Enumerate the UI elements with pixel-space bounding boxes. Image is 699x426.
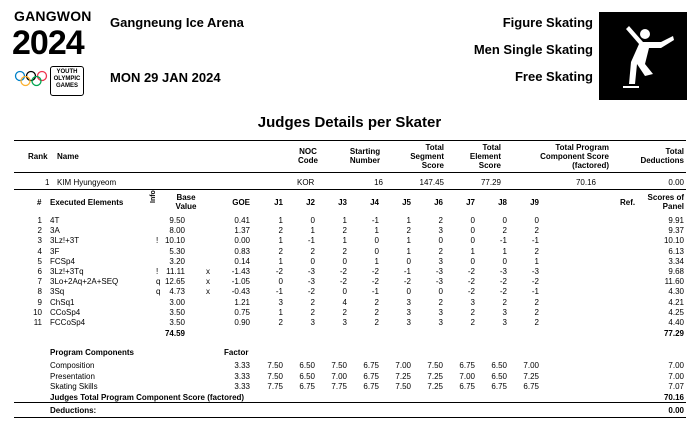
component-judge-score: 7.25 [427, 371, 443, 381]
element-judge-score: -2 [339, 267, 347, 276]
element-num: 4 [37, 246, 42, 256]
element-judge-score: -1 [371, 287, 379, 297]
element-judge-score: 2 [470, 318, 475, 327]
element-judge-score: 2 [310, 307, 315, 317]
element-code: 3Lz!+3Tq [50, 267, 84, 276]
col-tes [470, 143, 501, 170]
element-judge-score: 2 [502, 226, 507, 236]
element-judge-score: -3 [499, 267, 507, 276]
element-base-value: 3.50 [169, 307, 185, 317]
component-judge-score: 7.50 [267, 371, 283, 381]
badge-line: YOUTH [56, 69, 78, 75]
element-base-value: 5.30 [169, 246, 185, 256]
element-judge-score: 0 [310, 216, 315, 225]
element-judge-score: 2 [438, 216, 443, 225]
element-base-value: 10.10 [164, 236, 185, 246]
element-judge-score: 0 [406, 256, 411, 266]
element-code: ChSq1 [50, 297, 75, 307]
element-num: 9 [37, 297, 42, 307]
element-judge-score: 2 [534, 307, 539, 317]
element-judge-score: 2 [278, 246, 283, 256]
element-goe: 1.21 [234, 297, 250, 307]
element-judge-score: 1 [342, 236, 347, 246]
component-judge-score: 7.25 [395, 371, 411, 381]
component-judge-score: 7.75 [267, 382, 283, 391]
element-judge-score: 3 [406, 307, 411, 317]
element-judge-score: 1 [502, 246, 507, 256]
element-base-value: 3.20 [169, 256, 185, 266]
col-pcs-line: (factored) [572, 161, 609, 170]
badge-line: GAMES [55, 83, 78, 89]
element-panel-score: 11.60 [664, 277, 684, 287]
col-tes-line: Total [482, 143, 501, 152]
element-code: 4T [50, 216, 60, 225]
element-judge-score: 2 [534, 318, 539, 327]
element-goe: -1.05 [231, 277, 250, 287]
col-ded-line: Total [665, 147, 684, 156]
skater-pcs: 70.16 [575, 178, 596, 187]
element-judge-score: 2 [342, 307, 347, 317]
judge-header: J3 [338, 198, 347, 207]
element-code: 3Lo+2Aq+2A+SEQ [50, 277, 119, 287]
event: Men Single Skating [473, 42, 593, 57]
element-judge-score: -1 [371, 216, 379, 225]
element-judge-score: -2 [403, 277, 411, 287]
col-noc-line: Code [298, 156, 318, 165]
component-judge-score: 6.75 [459, 361, 475, 370]
element-judge-score: 3 [342, 318, 347, 327]
element-judge-score: 3 [438, 307, 443, 317]
component-factor: 3.33 [234, 361, 250, 370]
element-judge-score: -2 [531, 277, 539, 287]
component-judge-score: 7.00 [459, 371, 475, 381]
element-judge-score: 2 [342, 246, 347, 256]
component-judge-score: 7.50 [427, 361, 443, 370]
component-name: Skating Skills [50, 382, 98, 391]
judge-header: J5 [402, 198, 411, 207]
component-judge-score: 7.00 [523, 361, 539, 370]
element-code: FCCoSp4 [50, 318, 86, 327]
col-num: # [37, 198, 42, 207]
col-tes-line: Score [478, 161, 501, 170]
component-judge-score: 6.50 [491, 361, 507, 370]
col-panel-line: Scores of [647, 193, 684, 202]
skater-tss: 147.45 [419, 178, 444, 187]
element-judge-score: 2 [310, 246, 315, 256]
divider [14, 140, 686, 141]
col-panel-line: Panel [662, 202, 684, 211]
element-judge-score: 0 [406, 287, 411, 297]
component-judge-score: 7.00 [395, 361, 411, 370]
element-judge-score: 1 [406, 216, 411, 225]
element-judge-score: 2 [374, 297, 379, 307]
element-judge-score: 2 [406, 226, 411, 236]
element-judge-score: 0 [374, 246, 379, 256]
element-judge-score: 3 [406, 297, 411, 307]
deductions-value: 0.00 [668, 406, 684, 415]
col-starting-line: Number [349, 156, 381, 165]
col-tss-line: Segment [410, 152, 444, 161]
col-noc-line: NOC [299, 147, 317, 156]
element-judge-score: -2 [339, 277, 347, 287]
component-judge-score: 7.50 [331, 361, 347, 370]
element-judge-score: -3 [531, 267, 539, 276]
element-judge-score: 1 [534, 256, 539, 266]
col-pcs-line: Total Program [555, 143, 609, 152]
element-judge-score: -3 [307, 267, 315, 276]
element-judge-score: 3 [438, 256, 443, 266]
element-judge-score: 2 [278, 226, 283, 236]
element-judge-score: 0 [278, 277, 283, 287]
element-judge-score: 2 [342, 226, 347, 236]
element-bonus-mark: x [206, 277, 210, 287]
element-judge-score: 2 [534, 226, 539, 236]
element-bonus-mark: x [206, 287, 210, 297]
component-judge-score: 7.50 [267, 361, 283, 370]
element-panel-score: 9.68 [668, 267, 684, 276]
component-name: Composition [50, 361, 95, 370]
element-judge-score: 0 [470, 236, 475, 246]
element-judge-score: 1 [406, 236, 411, 246]
col-starting [345, 147, 385, 165]
element-base-value: 3.50 [169, 318, 185, 327]
element-judge-score: 1 [310, 226, 315, 236]
element-judge-score: 2 [534, 246, 539, 256]
col-info: Info [150, 190, 157, 203]
component-judge-score: 6.50 [491, 371, 507, 381]
pc-factor-header: Factor [224, 348, 249, 357]
element-panel-score: 9.37 [668, 226, 684, 236]
judge-header: J4 [370, 198, 379, 207]
sport: Figure Skating [502, 15, 593, 30]
deductions-label: Deductions: [50, 406, 97, 415]
element-judge-score: 2 [374, 307, 379, 317]
component-judge-score: 6.75 [363, 371, 379, 381]
element-judge-score: 0 [438, 287, 443, 297]
element-judge-score: 0 [374, 236, 379, 246]
element-judge-score: 1 [278, 307, 283, 317]
divider [14, 402, 686, 403]
judge-header: J2 [306, 198, 315, 207]
component-judge-score: 6.50 [299, 371, 315, 381]
component-judge-score: 6.75 [523, 382, 539, 391]
venue: Gangneung Ice Arena [110, 15, 244, 30]
divider [14, 172, 686, 173]
col-pcs-line: Component Score [540, 152, 609, 161]
element-judge-score: 2 [470, 307, 475, 317]
col-deductions [640, 147, 684, 165]
element-goe: 0.83 [234, 246, 250, 256]
component-judge-score: 7.75 [331, 382, 347, 391]
element-goe: 1.37 [234, 226, 250, 236]
element-judge-score: 2 [374, 318, 379, 327]
element-judge-score: 1 [374, 226, 379, 236]
element-judge-score: -2 [371, 277, 379, 287]
element-judge-score: 2 [278, 318, 283, 327]
judge-header: J6 [434, 198, 443, 207]
element-judge-score: -3 [307, 277, 315, 287]
element-num: 3 [37, 236, 42, 246]
element-judge-score: 0 [438, 236, 443, 246]
element-base-value: 3.00 [169, 297, 185, 307]
element-goe: 0.75 [234, 307, 250, 317]
element-judge-score: 2 [310, 297, 315, 307]
col-pcs [540, 143, 609, 170]
element-judge-score: -1 [499, 236, 507, 246]
judge-header: J1 [274, 198, 283, 207]
col-panel [648, 193, 684, 211]
element-num: 11 [33, 318, 42, 327]
element-judge-score: -2 [467, 267, 475, 276]
element-judge-score: 0 [470, 226, 475, 236]
col-ref: Ref. [620, 198, 636, 207]
component-judge-score: 7.25 [427, 382, 443, 391]
element-judge-score: -1 [307, 236, 315, 246]
element-num: 2 [37, 226, 42, 236]
component-factor: 3.33 [234, 371, 250, 381]
skater-name: KIM Hyungyeom [57, 178, 117, 187]
element-judge-score: 0 [502, 256, 507, 266]
element-num: 7 [37, 277, 42, 287]
pc-total-label: Judges Total Program Component Score (factored) [50, 393, 245, 402]
element-judge-score: -2 [307, 287, 315, 297]
element-panel-score: 4.25 [668, 307, 684, 317]
element-judge-score: -1 [531, 287, 539, 297]
element-judge-score: 3 [310, 318, 315, 327]
judge-header: J7 [466, 198, 475, 207]
judge-header: J9 [530, 198, 539, 207]
element-panel-score: 4.40 [668, 318, 684, 327]
element-judge-score: 1 [342, 216, 347, 225]
element-panel-score: 4.30 [668, 287, 684, 297]
element-judge-score: -3 [435, 277, 443, 287]
element-judge-score: 2 [534, 297, 539, 307]
divider [14, 189, 686, 190]
element-judge-score: -2 [275, 267, 283, 276]
element-judge-score: 0 [310, 256, 315, 266]
col-tss [410, 143, 444, 170]
element-judge-score: -2 [371, 267, 379, 276]
yog-badge [50, 66, 84, 96]
element-judge-score: 3 [438, 318, 443, 327]
element-judge-score: -2 [499, 287, 507, 297]
element-code: 3F [50, 246, 60, 256]
element-base-value: 9.50 [169, 216, 185, 225]
element-judge-score: 2 [502, 297, 507, 307]
element-judge-score: 3 [470, 297, 475, 307]
element-judge-score: 1 [278, 256, 283, 266]
divider [14, 417, 686, 418]
element-num: 1 [37, 216, 42, 225]
element-judge-score: 1 [278, 236, 283, 246]
element-base-value: 8.00 [169, 226, 185, 236]
badge-line: OLYMPIC [53, 76, 81, 82]
component-judge-score: 6.75 [459, 382, 475, 391]
element-judge-score: 0 [502, 216, 507, 225]
element-goe: 0.14 [234, 256, 250, 266]
skater-tes: 77.29 [480, 178, 501, 187]
element-code: 3Lz!+3T [50, 236, 80, 246]
element-goe: -1.43 [231, 267, 250, 276]
element-judge-score: -2 [467, 287, 475, 297]
col-tss-line: Score [421, 161, 444, 170]
element-base-value: 4.73 [169, 287, 185, 297]
element-judge-score: 0 [470, 216, 475, 225]
element-info: ! [156, 267, 159, 276]
element-judge-score: 1 [278, 216, 283, 225]
element-judge-score: 3 [502, 307, 507, 317]
judge-header: J8 [498, 198, 507, 207]
element-num: 8 [37, 287, 42, 297]
element-code: 3Sq [50, 287, 65, 297]
element-num: 6 [37, 267, 42, 276]
segment: Free Skating [514, 69, 593, 84]
elements-total-bv: 74.59 [164, 329, 185, 338]
component-panel-score: 7.07 [668, 382, 684, 391]
skater-start: 16 [374, 178, 383, 187]
element-panel-score: 9.91 [668, 216, 684, 225]
element-judge-score: 1 [406, 246, 411, 256]
component-judge-score: 6.50 [299, 361, 315, 370]
element-info: q [156, 287, 161, 297]
element-judge-score: 3 [438, 226, 443, 236]
element-judge-score: -1 [403, 267, 411, 276]
col-base-line: Base [176, 193, 196, 202]
col-base [168, 193, 204, 211]
element-judge-score: 0 [470, 256, 475, 266]
component-judge-score: 6.75 [299, 382, 315, 391]
date: MON 29 JAN 2024 [110, 70, 221, 85]
element-num: 5 [37, 256, 42, 266]
col-base-line: Value [175, 202, 197, 211]
element-goe: 0.00 [234, 236, 250, 246]
logo-year: 2024 [12, 24, 84, 62]
element-judge-score: 2 [438, 297, 443, 307]
element-judge-score: 2 [438, 246, 443, 256]
element-judge-score: -1 [531, 236, 539, 246]
skater-rank: 1 [45, 178, 50, 187]
element-panel-score: 4.21 [668, 297, 684, 307]
element-judge-score: 1 [470, 246, 475, 256]
element-judge-score: 0 [534, 216, 539, 225]
col-ded-line: Deductions [640, 156, 684, 165]
element-num: 10 [33, 307, 42, 317]
element-judge-score: 3 [502, 318, 507, 327]
element-code: CCoSp4 [50, 307, 81, 317]
element-judge-score: -2 [499, 277, 507, 287]
element-code: 3A [50, 226, 60, 236]
component-judge-score: 7.50 [395, 382, 411, 391]
elements-total-score: 77.29 [663, 329, 684, 338]
element-info: q [156, 277, 161, 287]
skater-noc: KOR [297, 178, 315, 187]
element-judge-score: 3 [278, 297, 283, 307]
component-judge-score: 6.75 [363, 382, 379, 391]
element-goe: 0.41 [234, 216, 250, 225]
olympic-rings-icon [14, 70, 48, 88]
component-judge-score: 7.25 [523, 371, 539, 381]
pc-header: Program Components [50, 348, 135, 357]
element-goe: -0.43 [231, 287, 250, 297]
element-base-value: 12.65 [164, 277, 185, 287]
col-tes-line: Element [469, 152, 501, 161]
element-judge-score: -3 [435, 267, 443, 276]
element-judge-score: 1 [374, 256, 379, 266]
component-judge-score: 7.00 [331, 371, 347, 381]
col-noc [295, 147, 321, 165]
element-judge-score: 4 [342, 297, 347, 307]
component-name: Presentation [50, 371, 95, 381]
element-info: ! [156, 236, 159, 246]
element-judge-score: -1 [275, 287, 283, 297]
element-code: FCSp4 [50, 256, 75, 266]
element-judge-score: 0 [342, 256, 347, 266]
page-title: Judges Details per Skater [257, 114, 442, 131]
pc-total-score: 70.16 [663, 393, 684, 402]
component-judge-score: 6.75 [363, 361, 379, 370]
col-tss-line: Total [425, 143, 444, 152]
element-panel-score: 10.10 [663, 236, 684, 246]
element-bonus-mark: x [206, 267, 210, 276]
element-panel-score: 6.13 [668, 246, 684, 256]
logo-wordmark: GANGWON [14, 8, 92, 24]
component-judge-score: 6.75 [491, 382, 507, 391]
element-panel-score: 3.34 [668, 256, 684, 266]
component-factor: 3.33 [234, 382, 250, 391]
col-rank: Rank [28, 152, 48, 161]
component-panel-score: 7.00 [668, 361, 684, 370]
element-judge-score: 0 [342, 287, 347, 297]
element-base-value: 11.11 [166, 267, 185, 276]
component-panel-score: 7.00 [668, 371, 684, 381]
col-goe: GOE [232, 198, 250, 207]
col-elements: Executed Elements [50, 198, 124, 207]
element-judge-score: -2 [467, 277, 475, 287]
skater-deductions: 0.00 [668, 178, 684, 187]
element-judge-score: 3 [406, 318, 411, 327]
col-name: Name [57, 152, 79, 161]
figure-skating-pictogram-icon [599, 12, 687, 100]
element-goe: 0.90 [234, 318, 250, 327]
col-starting-line: Starting [349, 147, 381, 156]
